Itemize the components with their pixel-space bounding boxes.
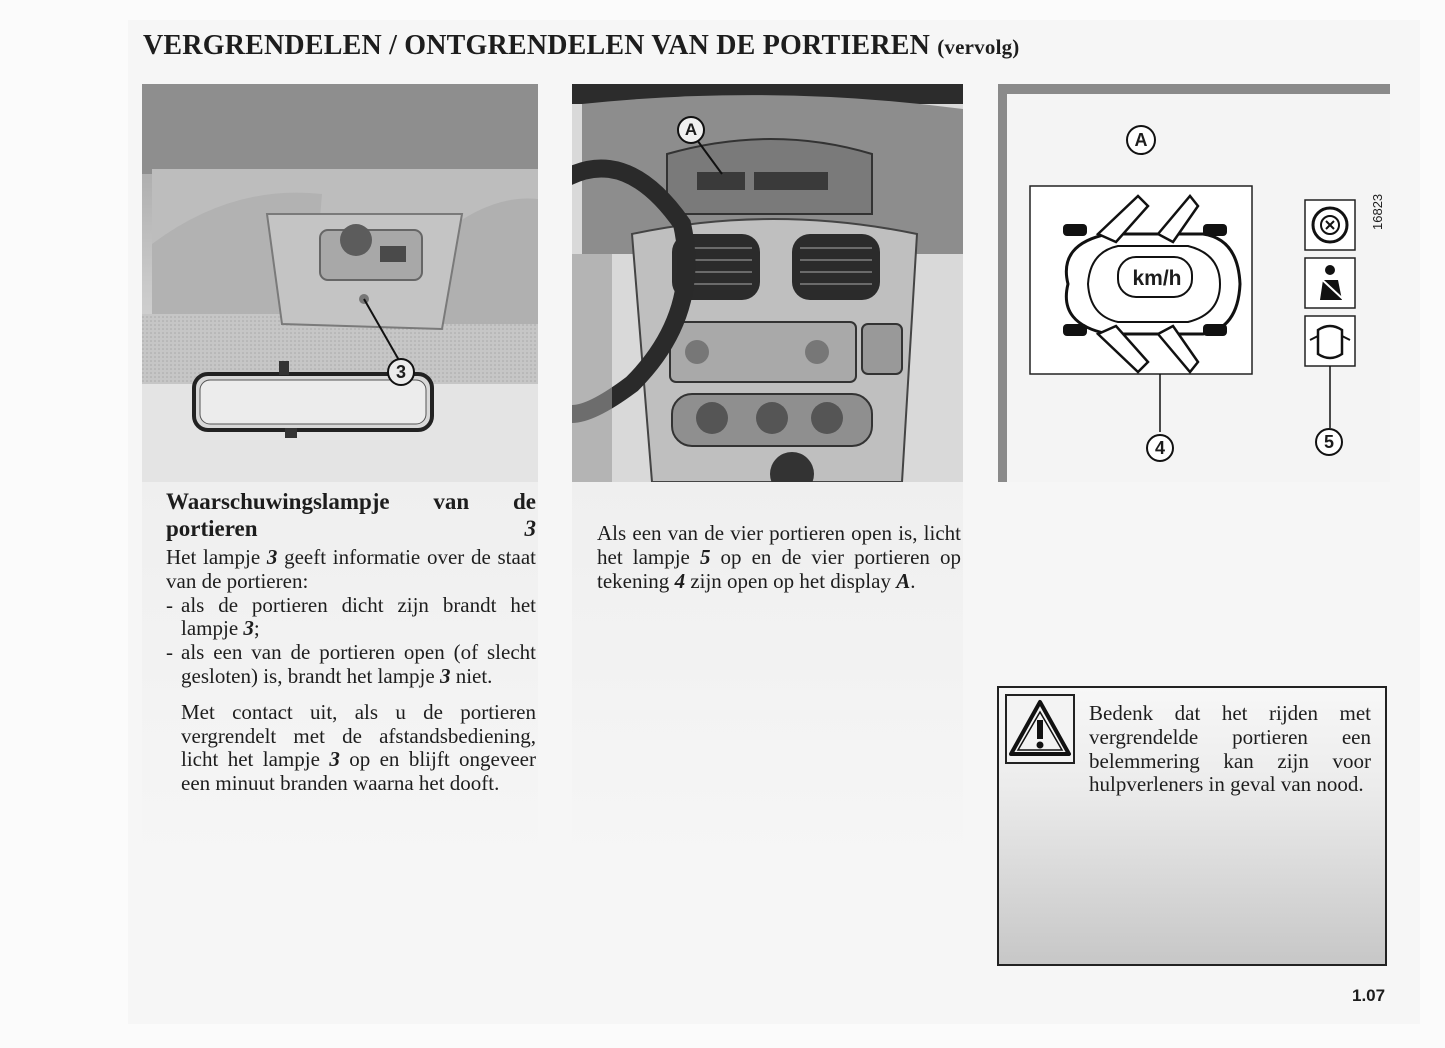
list-item xyxy=(166,641,536,689)
bullet1-number: 3 xyxy=(243,616,254,641)
page-title xyxy=(143,30,1020,62)
heading-line1: Waarschuwingslampje van de xyxy=(166,489,536,514)
lamp-3-callout: 3 xyxy=(387,358,415,386)
section-heading xyxy=(166,488,536,542)
bullet2-number: 3 xyxy=(439,663,451,688)
para-text-b: op en blijft ongeveer een minuut branden waarna het dooft. xyxy=(181,747,537,796)
col2-text-d: . xyxy=(910,568,916,593)
column1-text xyxy=(166,488,536,796)
speed-unit-label: km/h xyxy=(1132,267,1182,290)
col2-number-5: 5 xyxy=(699,544,711,569)
callout-4: 4 xyxy=(1146,434,1174,462)
door-display-diagram xyxy=(998,84,1390,482)
page-number: 1.07 xyxy=(1352,986,1386,1005)
warning-text xyxy=(1019,702,1371,797)
title-main: VERGRENDELEN / ONTGRENDELEN VAN DE PORTIEREN xyxy=(143,30,931,61)
remote-lock-paragraph xyxy=(181,701,536,796)
display-A-callout: A xyxy=(677,116,705,144)
heading-number: 3 xyxy=(524,516,536,541)
col2-letter-A: A xyxy=(896,568,911,593)
warning-message: Bedenk dat het rijden met vergrendelde portieren een belemmering kan zijn voor hulpverleners in geval van nood. xyxy=(1089,701,1371,797)
bullet2-text-b: niet. xyxy=(450,663,493,688)
intro-paragraph xyxy=(166,546,536,594)
bullet1-text-a: als de portieren dicht zijn brandt het lampje xyxy=(181,592,536,641)
list-item xyxy=(166,594,536,642)
col2-text-a: Als een van de vier portieren open is, licht het lampje xyxy=(597,521,961,569)
heading-line2 xyxy=(166,515,536,542)
bullet1-text-b: ; xyxy=(253,616,260,641)
col2-text-b: op en de vier portieren op tekening xyxy=(597,544,961,593)
ceiling-lamp-photo xyxy=(142,84,538,482)
bullet2-text-a: als een van de portieren open (of slecht gesloten) is, brandt het lampje xyxy=(181,640,536,688)
display-paragraph xyxy=(597,522,961,593)
dashboard-photo xyxy=(572,84,963,482)
para-text-a: Met contact uit, als u de portieren vergrendelt met de afstandsbediening, licht het lampje xyxy=(181,699,536,772)
heading-word: portieren xyxy=(166,516,258,541)
title-subtitle: (vervolg) xyxy=(937,35,1020,59)
status-list xyxy=(166,594,536,689)
col2-number-4: 4 xyxy=(674,568,686,593)
col2-text-c: zijn open op het display xyxy=(685,568,897,593)
callout-A: A xyxy=(1126,125,1156,155)
callout-5: 5 xyxy=(1315,428,1343,456)
warning-box xyxy=(997,686,1387,966)
column2-text xyxy=(597,522,961,593)
intro-text-b: geeft informatie over de staat van de portieren: xyxy=(166,545,536,593)
para-number: 3 xyxy=(329,747,340,772)
intro-text-a: Het lampje xyxy=(166,545,267,569)
intro-number: 3 xyxy=(266,545,278,569)
image-reference-number: 16823 xyxy=(1370,193,1385,230)
